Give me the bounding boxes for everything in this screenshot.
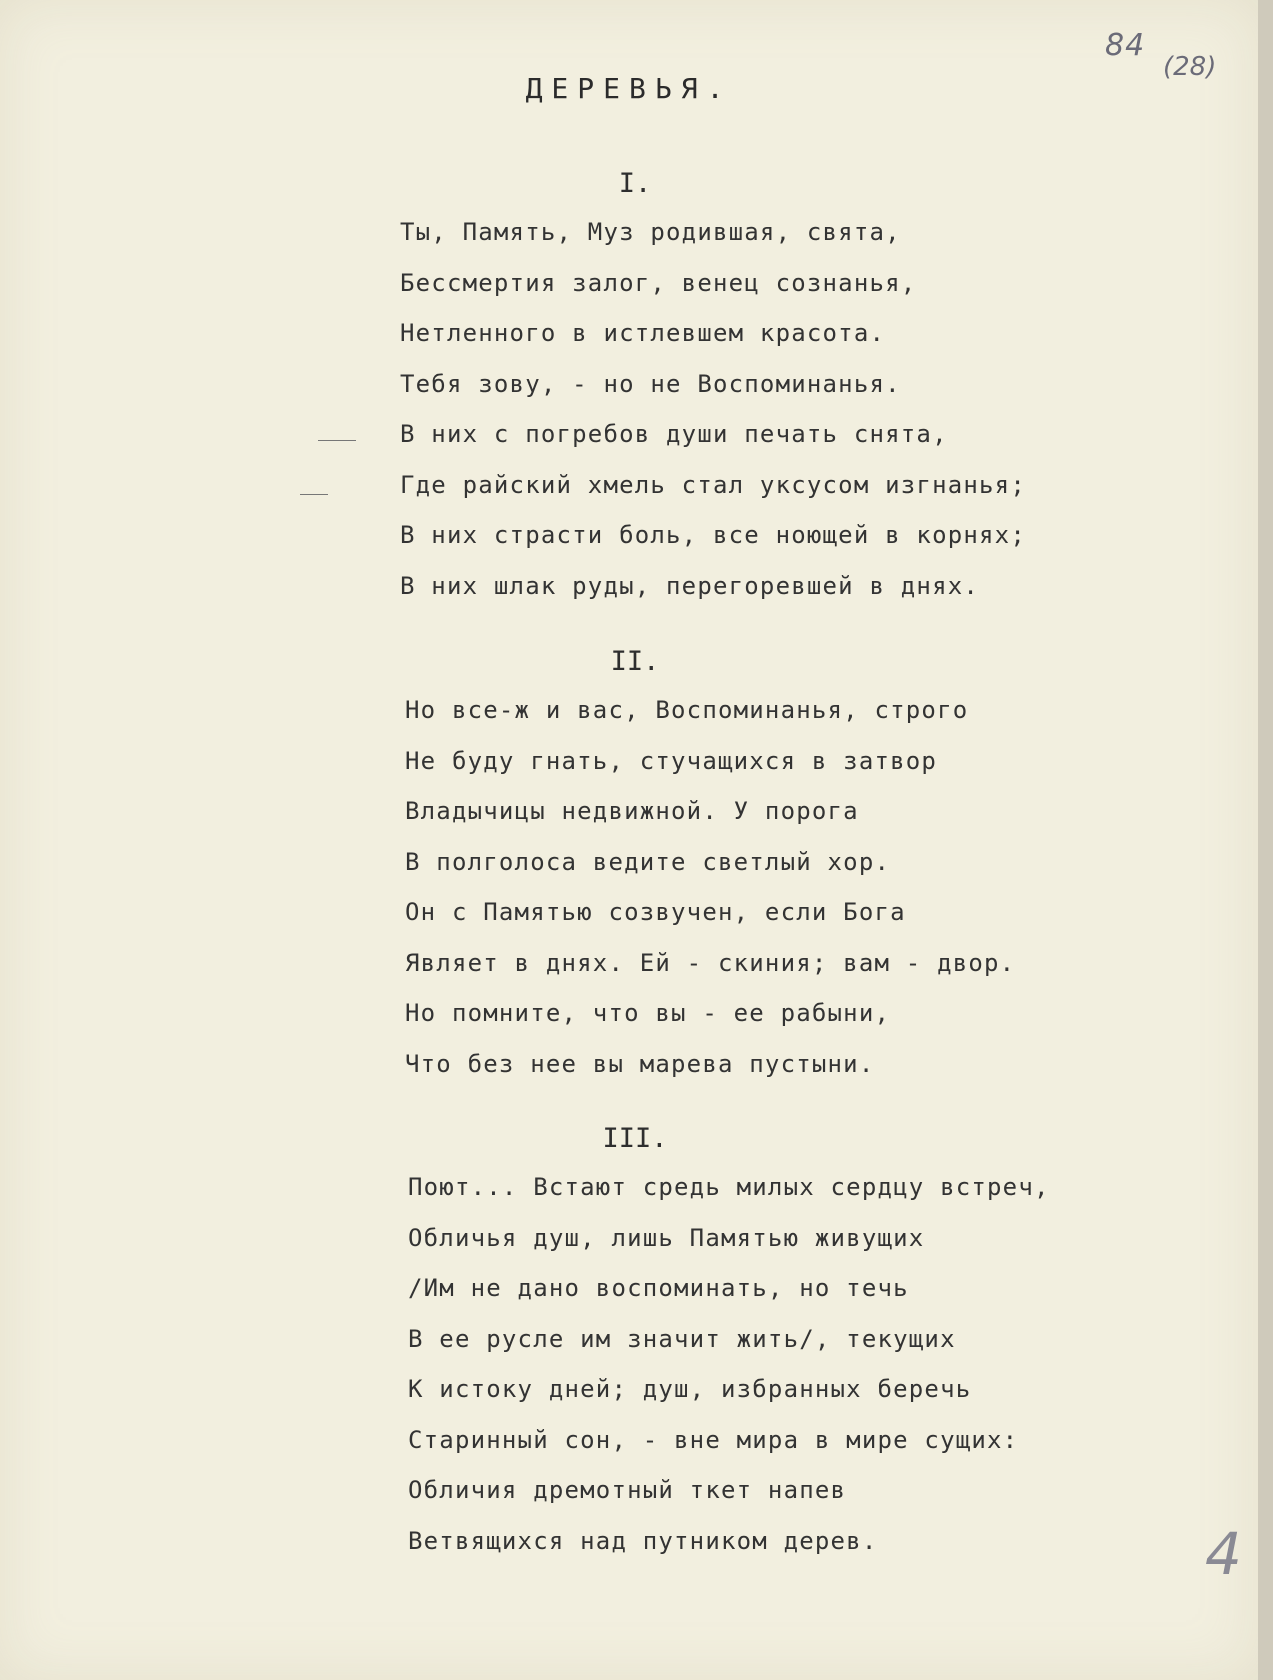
verse-line: Ты, Память, Муз родившая, свята,	[400, 218, 901, 246]
folio-number: 84	[1105, 28, 1146, 63]
verse-line: К истоку дней; душ, избранных беречь	[408, 1375, 972, 1403]
stanza-numeral: I.	[618, 168, 652, 199]
verse-line: Тебя зову, - но не Воспоминанья.	[400, 369, 901, 398]
stanza-2	[0, 646, 1258, 1100]
verse-line: В них шлак руды, перегоревшей в днях.	[400, 571, 980, 600]
stanza-1	[0, 168, 1258, 622]
page-number: 4	[1205, 1520, 1242, 1588]
verse-line: Ветвящихся над путником дерев.	[408, 1526, 878, 1555]
verse-line: В них страсти боль, все ноющей в корнях;	[400, 521, 1026, 549]
verse-line: /Им не дано воспоминать, но течь	[408, 1274, 909, 1302]
verse-line: Но все-ж и вас, Воспоминанья, строго	[405, 696, 969, 724]
verse-line: Он с Памятью созвучен, если Бога	[405, 898, 906, 926]
verse-line: Что без нее вы марева пустыни.	[405, 1049, 875, 1078]
stanza-numeral: III.	[602, 1123, 668, 1154]
verse-line: Поют... Встают средь милых сердцу встреч,	[408, 1173, 1050, 1201]
verse-line: Владычицы недвижной. У порога	[405, 797, 859, 825]
verse-line: Где райский хмель стал уксусом изгнанья;	[400, 470, 1026, 499]
verse-line: В полголоса ведите светлый хор.	[405, 847, 891, 876]
verse-line: Обличия дремотный ткет напев	[408, 1476, 847, 1504]
folio-subnumber: (28)	[1163, 52, 1217, 82]
verse-line: Не буду гнать, стучащихся в затвор	[405, 746, 938, 775]
verse-line: Бессмертия залог, венец сознанья,	[400, 268, 917, 297]
verse-line: Старинный сон, - вне мира в мире сущих:	[408, 1425, 1019, 1454]
verse-line: Нетленного в истлевшем красота.	[400, 319, 886, 347]
stanza-3	[0, 1123, 1258, 1577]
page-edge	[1258, 0, 1273, 1680]
verse-line: Обличья душ, лишь Памятью живущих	[408, 1223, 925, 1252]
verse-line: Но помните, что вы - ее рабыни,	[405, 999, 891, 1027]
verse-line: В них с погребов души печать снята,	[400, 420, 948, 448]
verse-line: В ее русле им значит жить/, текущих	[408, 1324, 956, 1353]
verse-line: Являет в днях. Ей - скиния; вам - двор.	[405, 948, 1016, 977]
poem-title: ДЕРЕВЬЯ.	[525, 72, 733, 105]
stanza-numeral: II.	[610, 646, 660, 677]
